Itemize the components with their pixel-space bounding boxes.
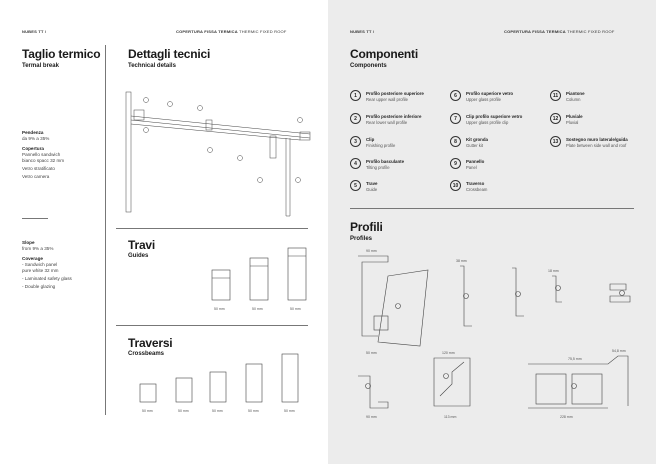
section-divider-1	[116, 228, 308, 229]
thermal-break-title: Taglio termico	[22, 47, 101, 61]
crossbeam-width-3: 50 mm	[212, 409, 223, 413]
components-title: Componenti	[350, 47, 418, 61]
spec-separator	[22, 218, 48, 219]
component-11: 11 Piantone Column	[550, 90, 640, 104]
component-5: 5 Trave Guide	[350, 180, 440, 194]
profile-dim-9: 54,8 mm	[612, 349, 626, 353]
technical-details-title: Dettagli tecnici	[128, 47, 211, 61]
profile-dim-2: 50 mm	[366, 351, 377, 355]
profile-dim-10: 75,5 mm	[568, 357, 582, 361]
crossbeam-width-4: 50 mm	[248, 409, 259, 413]
component-7: 7 Clip profilo superiore vetro Upper glass profile clip	[450, 113, 540, 127]
component-3: 3 Clip Finishing profile	[350, 136, 440, 150]
header-brand-right: NUBES TT /	[350, 29, 375, 34]
thermal-break-subtitle: Termal break	[22, 63, 59, 69]
profiles-subtitle: Profiles	[350, 236, 373, 242]
technical-details-subtitle: Technical details	[128, 63, 176, 69]
profile-dim-8: 228 mm	[560, 415, 573, 419]
profiles-title: Profili	[350, 220, 383, 234]
profiles-drawing	[348, 246, 638, 426]
column-divider	[105, 45, 106, 415]
component-1: 1 Profilo posteriore superiore Rear upper wall profile	[350, 90, 440, 104]
profile-dim-5: 120 mm	[442, 351, 455, 355]
component-12: 12 Pluviale Pluvial	[550, 113, 640, 127]
component-10: 10 Traverso Crossbeam	[450, 180, 540, 194]
components-divider	[350, 208, 634, 209]
right-page	[328, 0, 656, 464]
guides-subtitle: Guides	[128, 253, 149, 259]
crossbeams-drawing	[130, 340, 310, 420]
crossbeam-width-5: 50 mm	[284, 409, 295, 413]
crossbeams-title: Traversi	[128, 336, 173, 350]
component-6: 6 Profilo superiore vetro Upper glass profile	[450, 90, 540, 104]
guide-width-2: 50 mm	[252, 307, 263, 311]
profile-dim-7: 113 mm	[444, 415, 457, 419]
section-divider-2	[116, 325, 308, 326]
guide-width-3: 50 mm	[290, 307, 301, 311]
header-section-left: COPERTURA FISSA TERMICA THERMIC FIXED ROOF	[176, 29, 287, 34]
profile-dim-4: 18 mm	[548, 269, 559, 273]
guides-drawing	[200, 240, 310, 316]
component-4: 4 Profilo basculante Tilting profile	[350, 158, 440, 172]
components-subtitle: Components	[350, 63, 387, 69]
profile-dim-6: 90 mm	[366, 415, 377, 419]
guides-title: Travi	[128, 238, 156, 252]
crossbeam-width-2: 50 mm	[178, 409, 189, 413]
guide-width-1: 50 mm	[214, 307, 225, 311]
component-2: 2 Profilo posteriore inferiore Rear lower wall profile	[350, 113, 440, 127]
technical-detail-drawing	[120, 80, 320, 220]
header-brand-left: NUBES TT /	[22, 29, 47, 34]
profile-dim-3: 38 mm	[456, 259, 467, 263]
component-8: 8 Kit gronda Gutter kit	[450, 136, 540, 150]
profile-dim-1: 90 mm	[366, 249, 377, 253]
component-13: 13 Sostegno muro laterale/guida Plate between side wall and roof	[550, 136, 640, 150]
spec-english: Slope from 9% a 35% Coverage - Sandwich panel pure white 32 mm - Laminated safety glass - Double glazing	[22, 240, 72, 289]
crossbeam-width-1: 50 mm	[142, 409, 153, 413]
spec-italian: Pendenza da 9% a 35% Copertura Pannello sandwich bianco spacc 32 mm Vetro stratificato Vetro camera	[22, 130, 65, 179]
header-section-right: COPERTURA FISSA TERMICA THERMIC FIXED ROOF	[504, 29, 615, 34]
component-9: 9 Pannello Panel	[450, 158, 540, 172]
crossbeams-subtitle: Crossbeams	[128, 351, 165, 357]
